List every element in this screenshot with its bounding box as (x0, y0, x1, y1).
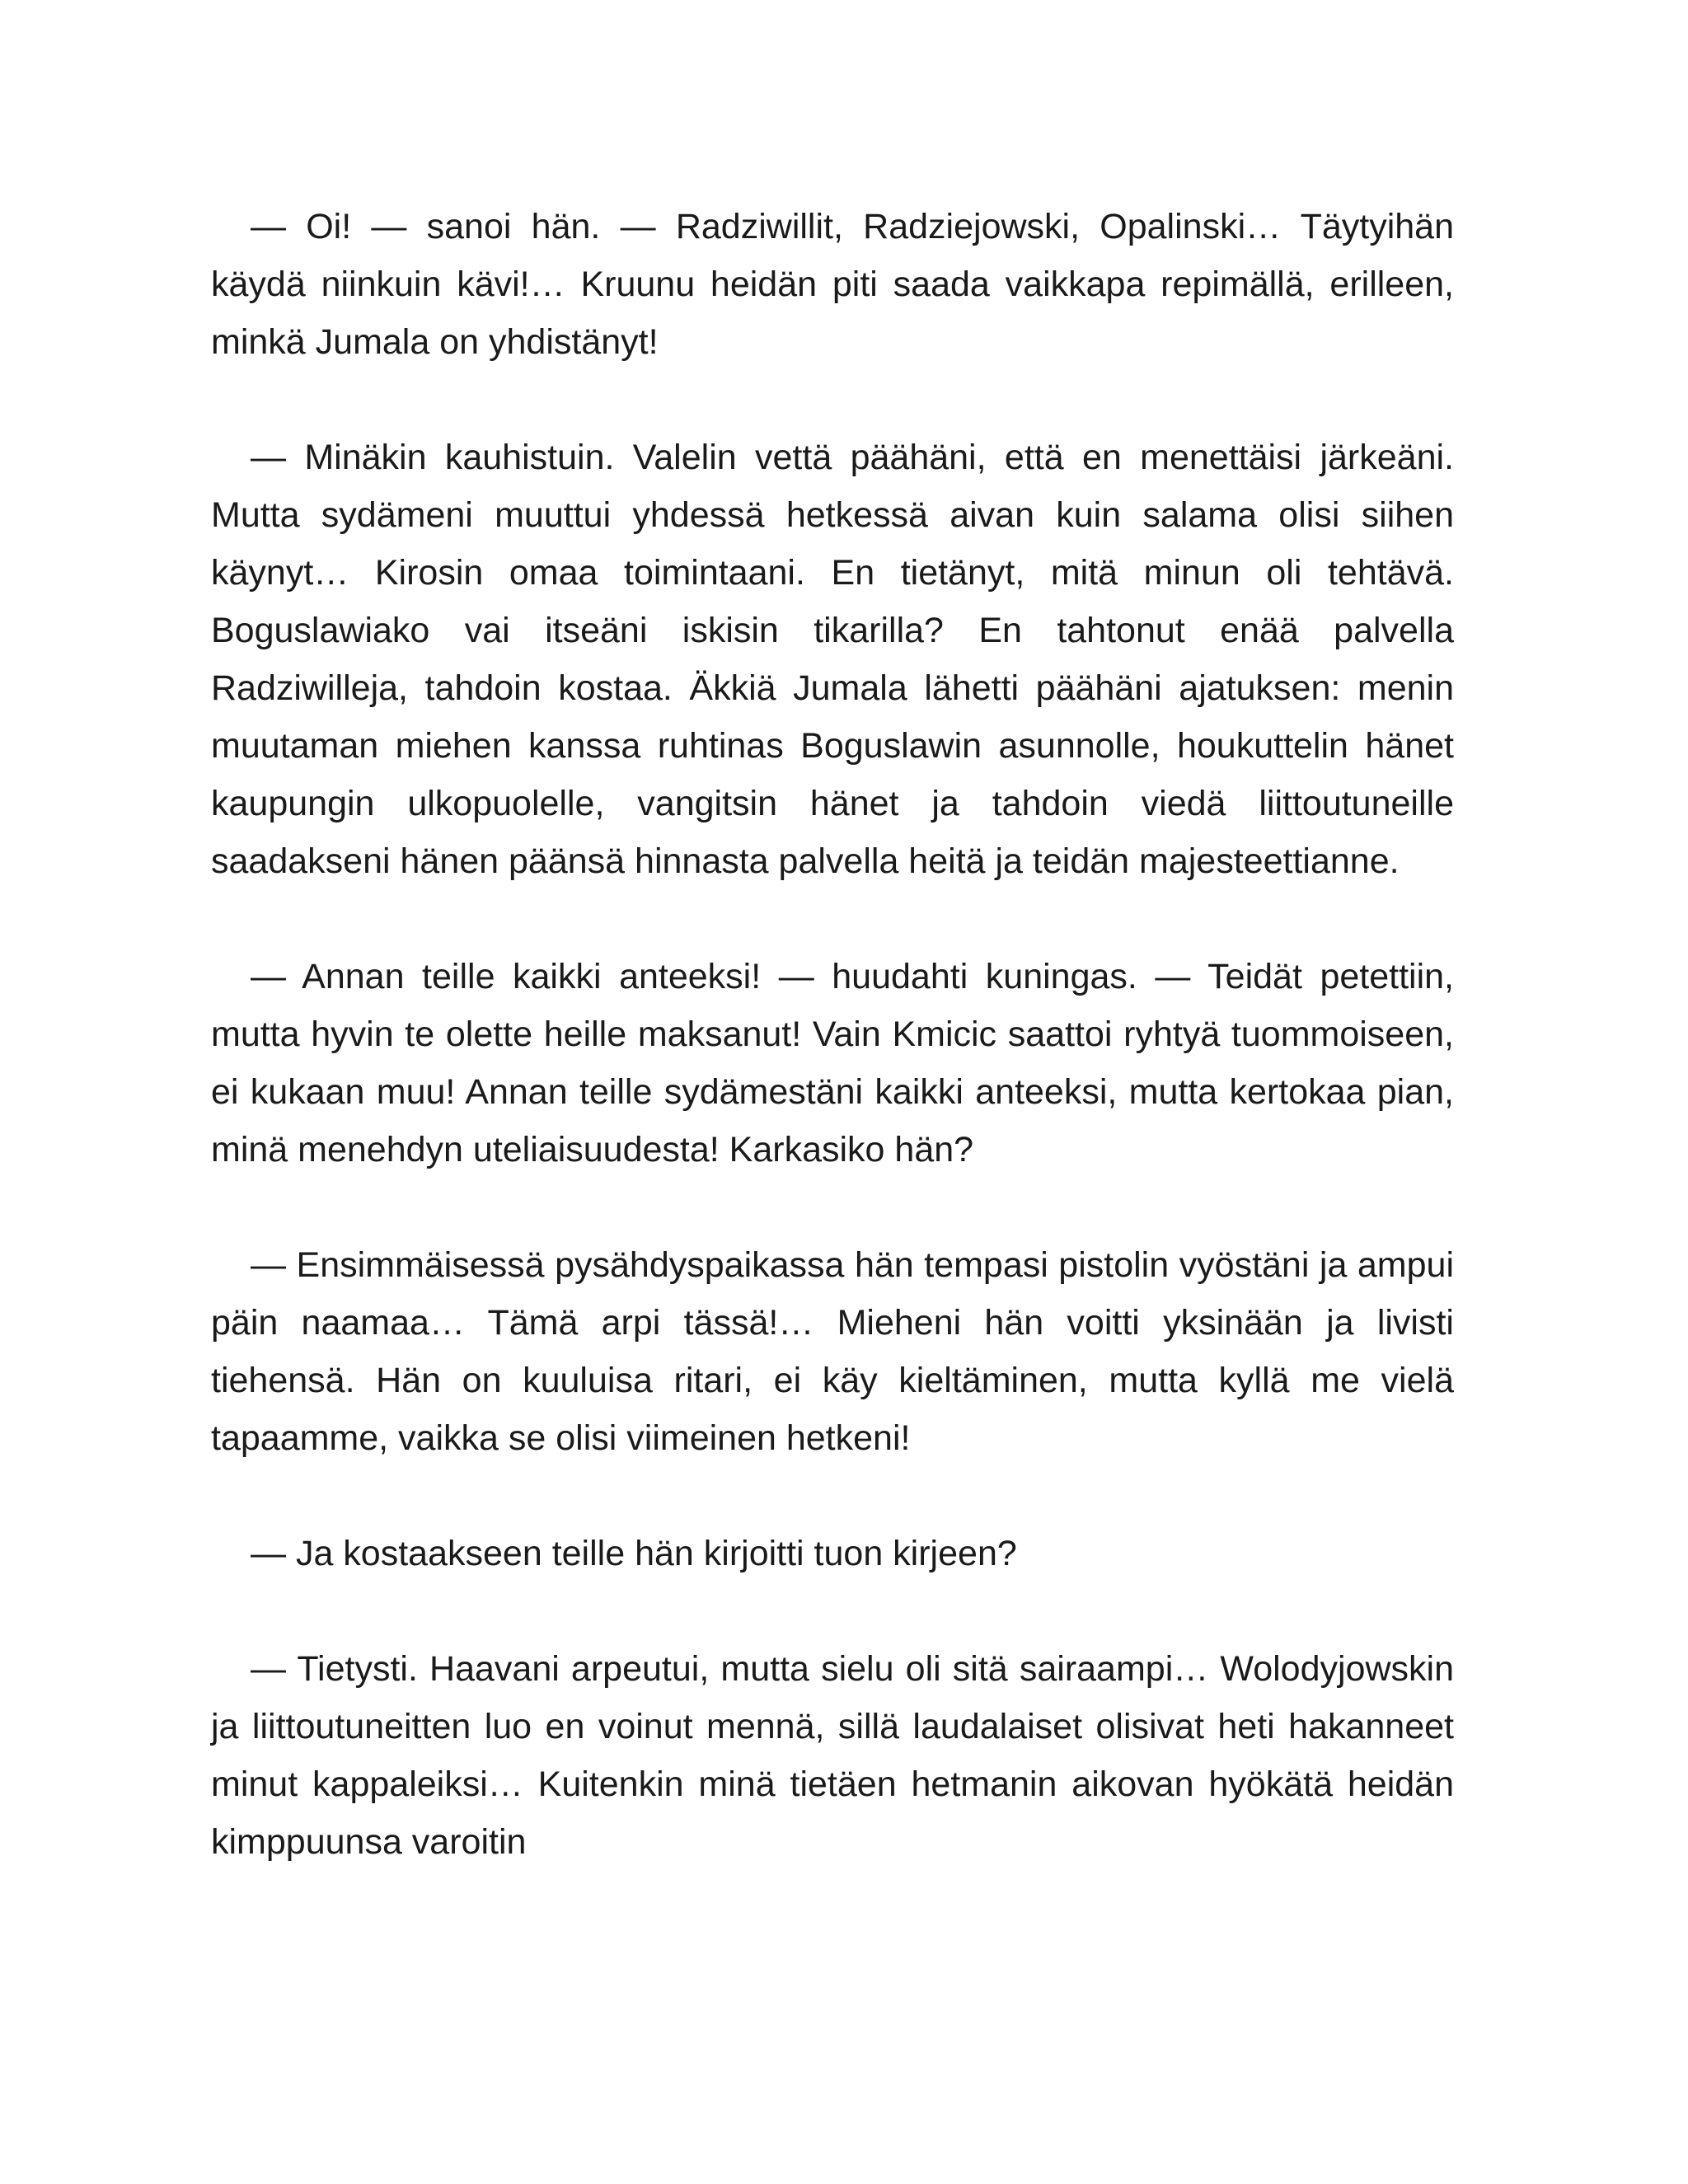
paragraph-1: — Oi! — sanoi hän. — Radziwillit, Radziejowski, Opalinski… Täytyihän käydä niinkuin kävi!… Kruunu heidän piti saada vaikkapa repimällä, erilleen, minkä Jumala on yhdistänyt! (211, 207, 1454, 362)
paragraph-3: — Annan teille kaikki anteeksi! — huudahti kuningas. — Teidät petettiin, mutta hyvin te olette heille maksanut! Vain Kmicic saattoi ryhtyä tuommoiseen, ei kukaan muu! Annan teille sydämestäni kaikki anteeksi, mutta kertokaa pian, minä menehdyn uteliaisuudesta! Karkasiko hän? (211, 957, 1454, 1169)
paragraph-5: — Ja kostaakseen teille hän kirjoitti tuon kirjeen? (251, 1534, 1017, 1573)
document-page (211, 198, 1454, 1871)
paragraph-4: — Ensimmäisessä pysähdyspaikassa hän tempasi pistolin vyöstäni ja ampui päin naamaa… Tämä arpi tässä!… Mieheni hän voitti yksinään ja livisti tiehensä. Hän on kuuluisa ritari, ei käy kieltäminen, mutta kyllä me vielä tapaamme, vaikka se olisi viimeinen hetkeni! (211, 1245, 1454, 1458)
paragraph-6: — Tietysti. Haavani arpeutui, mutta sielu oli sitä sairaampi… Wolodyjowskin ja liittoutuneitten luo en voinut mennä, sillä laudalaiset olisivat heti hakanneet minut kappaleiksi… Kuitenkin minä tietäen hetmanin aikovan hyökätä heidän kimppuunsa varoitin (211, 1649, 1454, 1862)
paragraph-2: — Minäkin kauhistuin. Valelin vettä päähäni, että en menettäisi järkeäni. Mutta sydämeni muuttui yhdessä hetkessä aivan kuin salama olisi siihen käynyt… Kirosin omaa toimintaani. En tietänyt, mitä minun oli tehtävä. Boguslawiako vai itseäni iskisin tikarilla? En tahtonut enää palvella Radziwilleja, tahdoin kostaa. Äkkiä Jumala lähetti päähäni ajatuksen: menin muutaman miehen kanssa ruhtinas Boguslawin asunnolle, houkuttelin hänet kaupungin ulkopuolelle, vangitsin hänet ja tahdoin viedä liittoutuneille saadakseni hänen päänsä hinnasta palvella heitä ja teidän majesteettianne. (211, 438, 1454, 881)
